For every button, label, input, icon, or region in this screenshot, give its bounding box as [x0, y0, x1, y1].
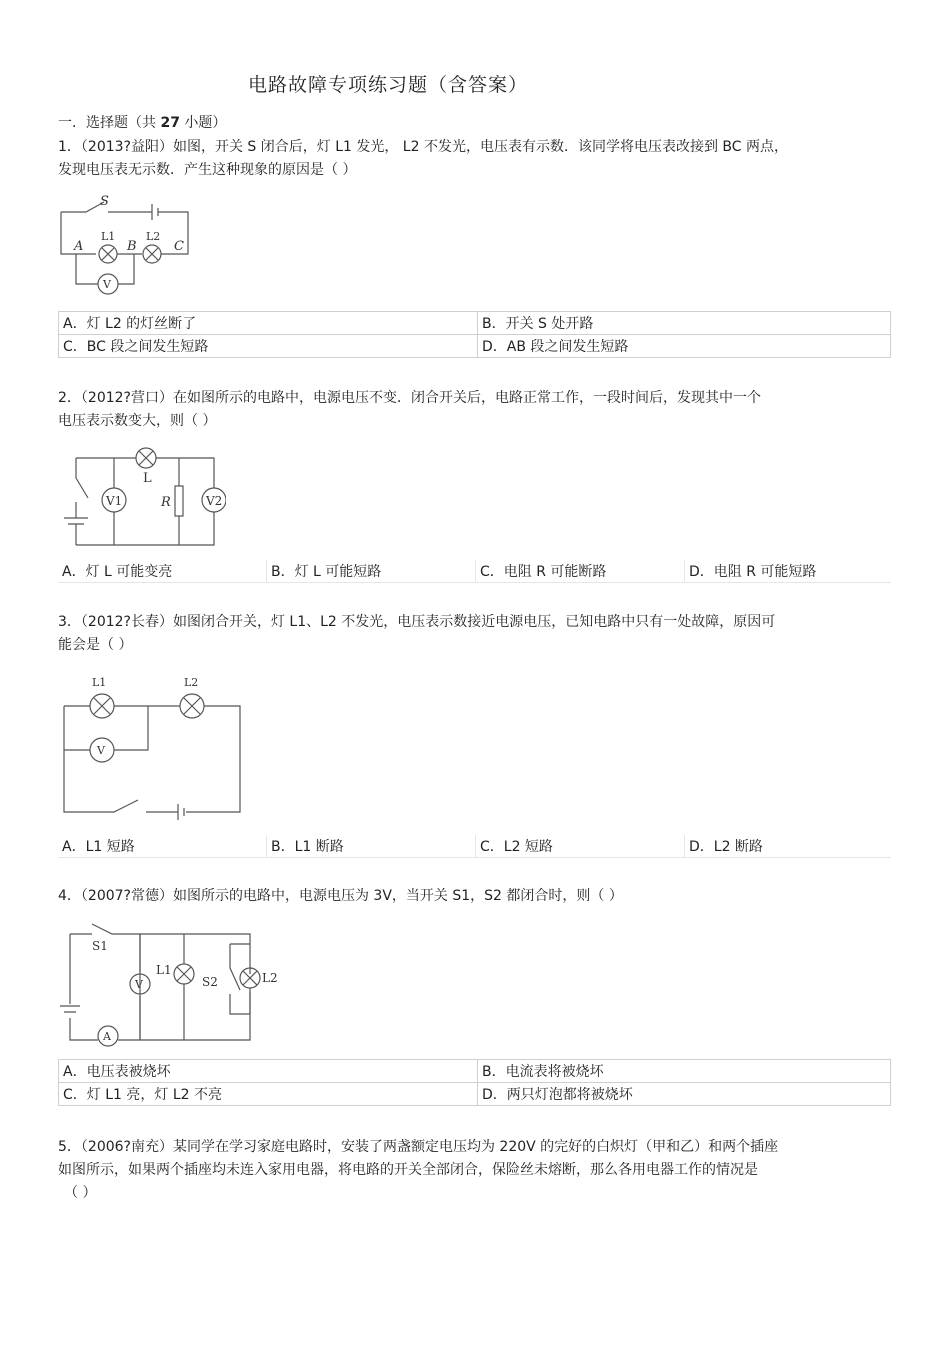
voltmeter-label: V: [135, 978, 143, 991]
question-3-option-a[interactable]: A．L1 短路: [58, 835, 267, 858]
question-3-line-2: 能会是（ ）: [58, 637, 133, 653]
question-2-option-d[interactable]: D．电阻 R 可能短路: [685, 560, 892, 583]
node-label-a: A: [74, 239, 84, 254]
circuit-diagram-1: [56, 192, 196, 302]
question-5-line-1: 5．（2006?南充）某同学在学习家庭电路时，安装了两盏额定电压均为 220V 的完好的白炽灯（甲和乙）和两个插座: [58, 1139, 779, 1155]
voltmeter-label-v1: V1: [106, 494, 123, 508]
voltmeter-label: V: [103, 278, 111, 291]
question-3-option-d[interactable]: D．L2 断路: [685, 835, 892, 858]
question-2-options: [58, 560, 891, 583]
question-3: [58, 611, 898, 657]
question-3-option-b[interactable]: B．L1 断路: [267, 835, 476, 858]
question-1-line-2: 发现电压表无示数．产生这种现象的原因是（ ）: [58, 162, 357, 178]
page-title: 电路故障专项练习题（含答案）: [248, 74, 529, 96]
question-4-option-b[interactable]: B．电流表将被烧坏: [478, 1060, 891, 1083]
lamp-label-l1: L1: [156, 963, 172, 977]
switch-label-s1: S1: [92, 939, 108, 953]
question-1-option-c[interactable]: C．BC 段之间发生短路: [59, 335, 478, 358]
section-heading: 一．选择题（共 27 小题）: [58, 115, 227, 131]
question-2-line-2: 电压表示数变大，则（ ）: [58, 413, 217, 429]
lamp-label-l: L: [143, 471, 152, 486]
voltmeter-label-v2: V2: [206, 494, 223, 508]
question-3-option-c[interactable]: C．L2 短路: [476, 835, 685, 858]
circuit-diagram-3: [56, 672, 246, 820]
question-1-options: [58, 311, 891, 358]
question-4-option-d[interactable]: D．两只灯泡都将被烧坏: [478, 1083, 891, 1106]
voltmeter-label: V: [97, 744, 105, 757]
node-label-b: B: [127, 239, 137, 254]
switch-label-s2: S2: [202, 975, 218, 989]
lamp-label-l2: L2: [184, 676, 199, 689]
question-5-line-2: 如图所示，如果两个插座均未连入家用电器，将电路的开关全部闭合，保险丝未熔断，那么各用电器工作的情况是: [58, 1162, 758, 1178]
switch-label-s: S: [100, 194, 109, 209]
question-1-option-b[interactable]: B．开关 S 处开路: [478, 312, 891, 335]
question-2-option-b[interactable]: B．灯 L 可能短路: [267, 560, 476, 583]
lamp-label-l2: L2: [262, 971, 278, 985]
question-4-line-1: 4．（2007?常德）如图所示的电路中，电源电压为 3V，当开关 S1，S2 都闭合时，则（ ）: [58, 888, 623, 904]
lamp-label-l2: L2: [146, 230, 161, 243]
question-4: [58, 885, 898, 908]
circuit-diagram-2: [56, 440, 226, 552]
circuit-diagram-4: [56, 920, 286, 1048]
lamp-label-l1: L1: [92, 676, 107, 689]
question-1-option-a[interactable]: A．灯 L2 的灯丝断了: [59, 312, 478, 335]
node-label-c: C: [174, 239, 184, 254]
question-1-line-1: 1．（2013?益阳）如图，开关 S 闭合后，灯 L1 发光， L2 不发光，电压表有示数．该同学将电压表改接到 BC 两点，: [58, 139, 789, 155]
ammeter-label: A: [103, 1030, 111, 1043]
question-5-line-3: （ ）: [64, 1185, 97, 1201]
question-5: [58, 1136, 898, 1205]
question-3-line-1: 3．（2012?长春）如图闭合开关，灯 L1、L2 不发光，电压表示数接近电源电压，已知电路中只有一处故障，原因可: [58, 614, 776, 630]
question-1-option-d[interactable]: D．AB 段之间发生短路: [478, 335, 891, 358]
question-3-options: [58, 835, 891, 858]
question-4-option-a[interactable]: A．电压表被烧坏: [59, 1060, 478, 1083]
question-4-options: [58, 1059, 891, 1106]
question-2: [58, 387, 898, 433]
question-4-option-c[interactable]: C．灯 L1 亮，灯 L2 不亮: [59, 1083, 478, 1106]
resistor-label-r: R: [161, 495, 171, 510]
lamp-label-l1: L1: [101, 230, 116, 243]
question-2-option-a[interactable]: A．灯 L 可能变亮: [58, 560, 267, 583]
question-1: [58, 136, 898, 182]
question-2-option-c[interactable]: C．电阻 R 可能断路: [476, 560, 685, 583]
question-2-line-1: 2．（2012?营口）在如图所示的电路中，电源电压不变．闭合开关后，电路正常工作，一段时间后，发现其中一个: [58, 390, 761, 406]
